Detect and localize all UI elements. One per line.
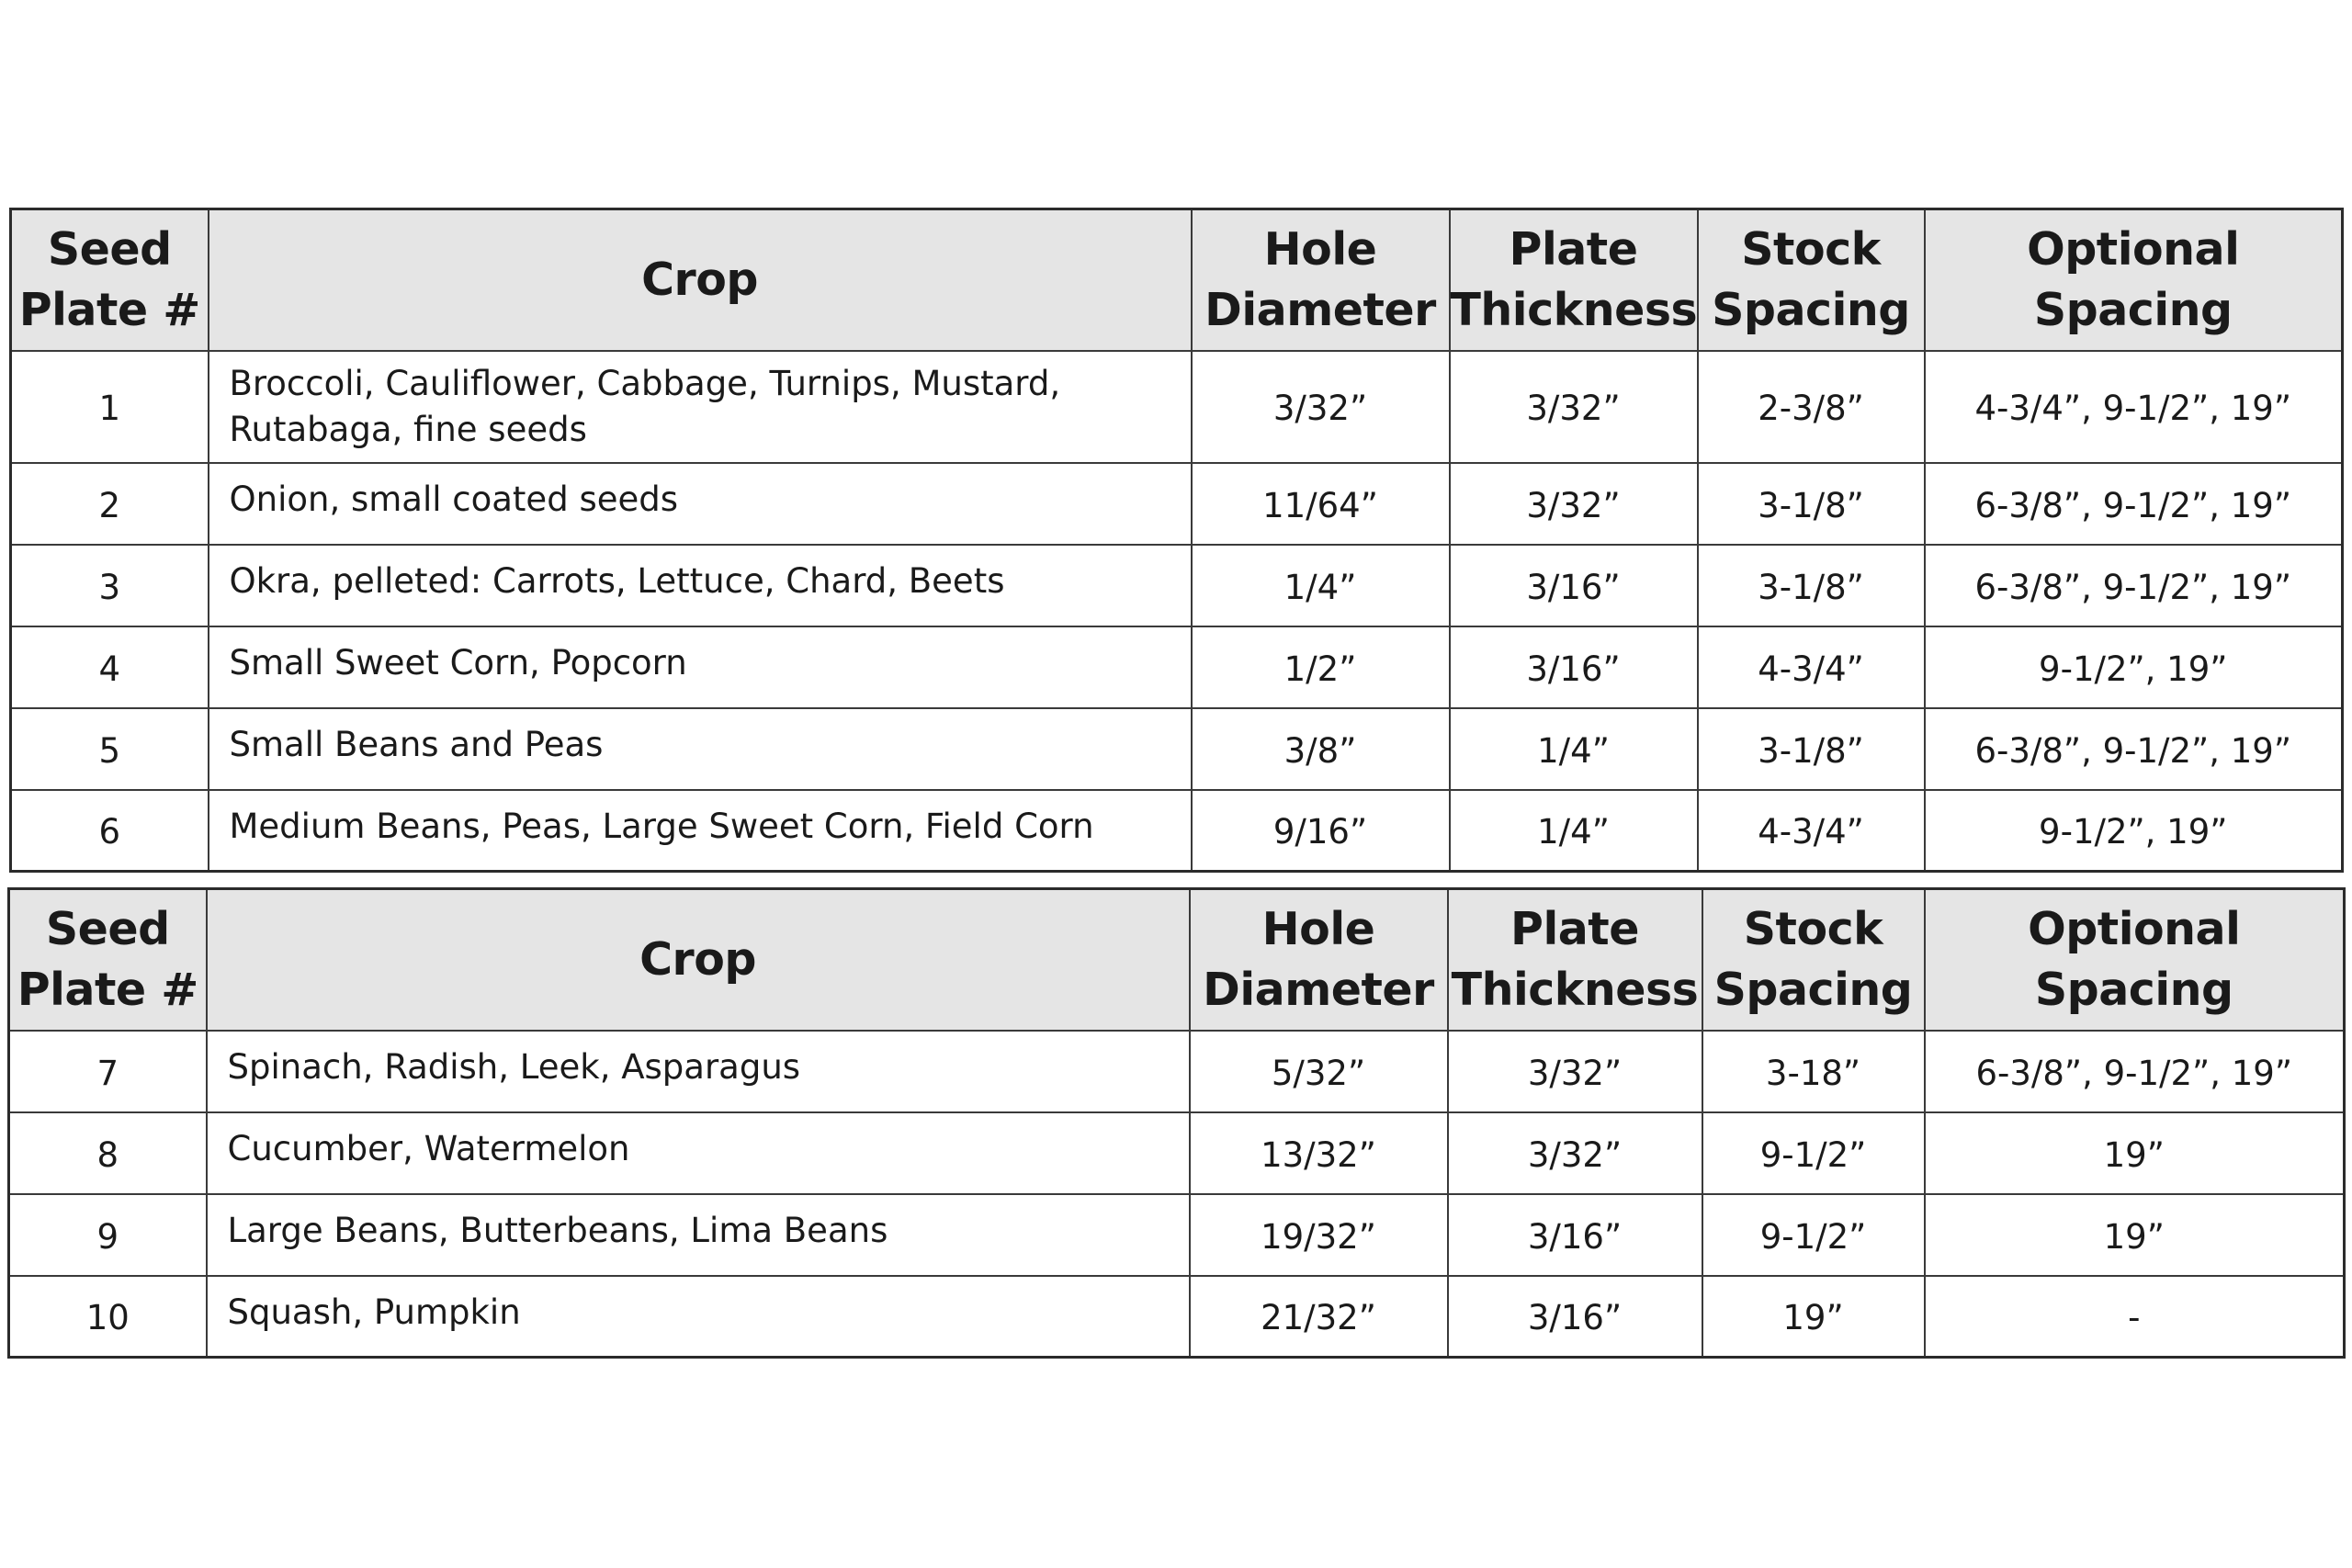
optional-spacing: 9-1/2”, 19” — [1925, 626, 2343, 708]
table-row — [11, 545, 2343, 626]
stock-spacing: 9-1/2” — [1702, 1112, 1925, 1194]
crop-name: Medium Beans, Peas, Large Sweet Corn, Field Corn — [209, 790, 1192, 872]
plate-number: 7 — [9, 1031, 207, 1112]
stock-spacing: 3-1/8” — [1698, 708, 1925, 790]
header-seed-plate: Seed Plate # — [11, 209, 209, 351]
plate-thickness: 3/16” — [1448, 1276, 1702, 1358]
header-row — [9, 889, 2345, 1031]
header-hole-diameter: Hole Diameter — [1192, 209, 1450, 351]
plate-thickness: 3/16” — [1450, 545, 1698, 626]
plate-number: 5 — [11, 708, 209, 790]
plate-number: 10 — [9, 1276, 207, 1358]
plate-number: 3 — [11, 545, 209, 626]
hole-diameter: 19/32” — [1190, 1194, 1448, 1276]
optional-spacing: 6-3/8”, 9-1/2”, 19” — [1925, 1031, 2345, 1112]
crop-name: Okra, pelleted: Carrots, Lettuce, Chard, Beets — [209, 545, 1192, 626]
crop-name: Large Beans, Butterbeans, Lima Beans — [207, 1194, 1190, 1276]
table-row — [11, 463, 2343, 545]
table-row — [9, 1276, 2345, 1358]
plate-number: 4 — [11, 626, 209, 708]
stock-spacing: 4-3/4” — [1698, 626, 1925, 708]
stock-spacing: 3-1/8” — [1698, 545, 1925, 626]
table-row — [11, 708, 2343, 790]
header-optional-spacing: Optional Spacing — [1925, 209, 2343, 351]
plate-thickness: 1/4” — [1450, 708, 1698, 790]
hole-diameter: 3/8” — [1192, 708, 1450, 790]
optional-spacing: 9-1/2”, 19” — [1925, 790, 2343, 872]
hole-diameter: 3/32” — [1192, 351, 1450, 463]
plate-number: 8 — [9, 1112, 207, 1194]
optional-spacing: 19” — [1925, 1112, 2345, 1194]
plate-number: 2 — [11, 463, 209, 545]
seed-plate-table-2 — [7, 887, 2346, 1359]
table-row — [11, 351, 2343, 463]
table-row — [9, 1031, 2345, 1112]
optional-spacing: 19” — [1925, 1194, 2345, 1276]
header-stock-spacing: Stock Spacing — [1702, 889, 1925, 1031]
table-row — [11, 626, 2343, 708]
optional-spacing: 6-3/8”, 9-1/2”, 19” — [1925, 708, 2343, 790]
table-row — [9, 1112, 2345, 1194]
header-optional-spacing: Optional Spacing — [1925, 889, 2345, 1031]
plate-number: 6 — [11, 790, 209, 872]
hole-diameter: 1/2” — [1192, 626, 1450, 708]
plate-thickness: 1/4” — [1450, 790, 1698, 872]
plate-thickness: 3/32” — [1450, 463, 1698, 545]
seed-plate-table-1 — [9, 208, 2344, 873]
header-row — [11, 209, 2343, 351]
hole-diameter: 9/16” — [1192, 790, 1450, 872]
header-seed-plate: Seed Plate # — [9, 889, 207, 1031]
plate-number: 1 — [11, 351, 209, 463]
stock-spacing: 4-3/4” — [1698, 790, 1925, 872]
table-row — [9, 1194, 2345, 1276]
crop-name: Small Beans and Peas — [209, 708, 1192, 790]
header-hole-diameter: Hole Diameter — [1190, 889, 1448, 1031]
stock-spacing: 3-18” — [1702, 1031, 1925, 1112]
hole-diameter: 11/64” — [1192, 463, 1450, 545]
plate-thickness: 3/16” — [1450, 626, 1698, 708]
crop-name: Small Sweet Corn, Popcorn — [209, 626, 1192, 708]
plate-thickness: 3/32” — [1448, 1112, 1702, 1194]
stock-spacing: 2-3/8” — [1698, 351, 1925, 463]
stock-spacing: 3-1/8” — [1698, 463, 1925, 545]
plate-thickness: 3/32” — [1450, 351, 1698, 463]
hole-diameter: 1/4” — [1192, 545, 1450, 626]
plate-number: 9 — [9, 1194, 207, 1276]
header-crop: Crop — [209, 209, 1192, 351]
plate-thickness: 3/32” — [1448, 1031, 1702, 1112]
table-row — [11, 790, 2343, 872]
crop-name: Squash, Pumpkin — [207, 1276, 1190, 1358]
optional-spacing: 6-3/8”, 9-1/2”, 19” — [1925, 463, 2343, 545]
stock-spacing: 9-1/2” — [1702, 1194, 1925, 1276]
optional-spacing: - — [1925, 1276, 2345, 1358]
header-plate-thickness: Plate Thickness — [1448, 889, 1702, 1031]
plate-thickness: 3/16” — [1448, 1194, 1702, 1276]
optional-spacing: 4-3/4”, 9-1/2”, 19” — [1925, 351, 2343, 463]
crop-name: Broccoli, Cauliflower, Cabbage, Turnips, Mustard, Rutabaga, fine seeds — [209, 351, 1192, 463]
crop-name: Onion, small coated seeds — [209, 463, 1192, 545]
hole-diameter: 21/32” — [1190, 1276, 1448, 1358]
stock-spacing: 19” — [1702, 1276, 1925, 1358]
hole-diameter: 5/32” — [1190, 1031, 1448, 1112]
optional-spacing: 6-3/8”, 9-1/2”, 19” — [1925, 545, 2343, 626]
header-stock-spacing: Stock Spacing — [1698, 209, 1925, 351]
hole-diameter: 13/32” — [1190, 1112, 1448, 1194]
header-plate-thickness: Plate Thickness — [1450, 209, 1698, 351]
crop-name: Cucumber, Watermelon — [207, 1112, 1190, 1194]
crop-name: Spinach, Radish, Leek, Asparagus — [207, 1031, 1190, 1112]
header-crop: Crop — [207, 889, 1190, 1031]
